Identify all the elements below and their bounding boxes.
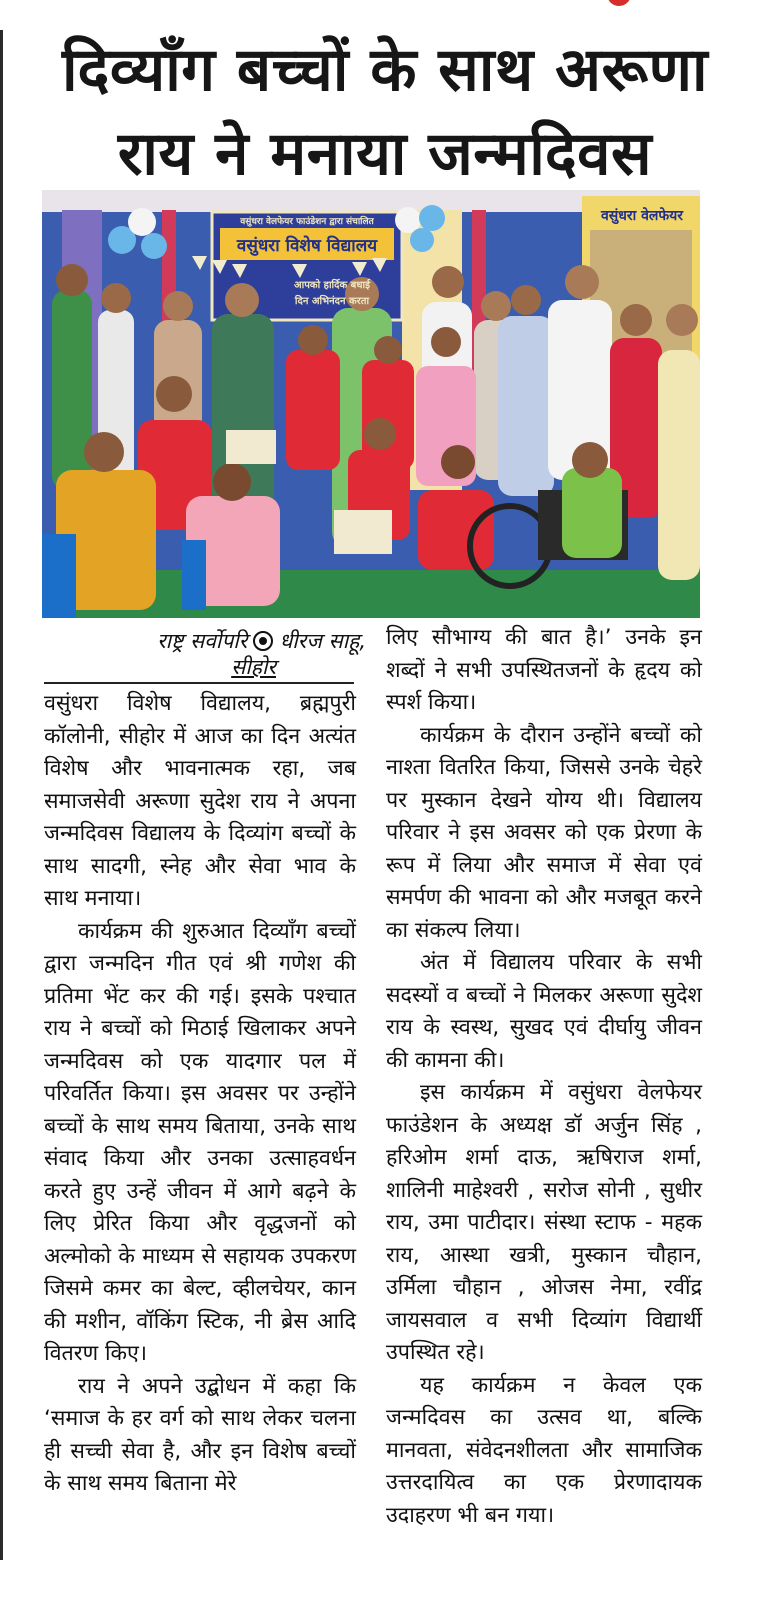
byline-location: सीहोर — [231, 655, 276, 679]
article-paragraph: अंत में विद्यालय परिवार के सभी सदस्यों व बच्चों ने मिलकर अरूणा सुदेश राय के स्वस्थ, सुखद एवं दीर्घायु जीवन की कामना की। — [386, 950, 702, 1073]
article-column-left — [44, 688, 356, 1501]
headline-line-2: राय ने मनाया जन्मदिवस — [117, 119, 653, 189]
event-photo — [42, 190, 700, 618]
article-paragraph: वसुंधरा विशेष विद्यालय, ब्रह्मपुरी कॉलोनी, सीहोर में आज का दिन अत्यंत विशेष और भावनात्मक रहा, जब समाजसेवी अरूणा सुदेश राय ने अपना जन्मदिवस विद्यालय के दिव्यांग बच्चों के साथ सादगी, स्नेह और सेवा भाव के साथ मनाया। — [44, 691, 356, 911]
banner-small-text: वसुंधरा वेलफेयर फाउंडेशन द्वारा संचालित — [240, 217, 374, 227]
banner-main-text: वसुंधरा विशेष विद्यालय — [236, 236, 378, 256]
article-paragraph: इस कार्यक्रम में वसुंधरा वेलफेयर फाउंडेशन के अध्यक्ष डॉ अर्जुन सिंह , हरिओम शर्मा दाऊ, ऋषिराज शर्मा, शालिनी माहेश्वरी , सरोज सोनी , सुधीर राय, उमा पाटीदार। संस्था स्टाफ - महक राय, आस्था खत्री, मुस्कान चौहान, उर्मिला चौहान , ओजस नेमा, रवींद्र जायसवाल व सभी दिव्यांग विद्यार्थी उपस्थित रहे। — [386, 1080, 702, 1365]
article-paragraph: कार्यक्रम के दौरान उन्होंने बच्चों को नाश्ता वितरित किया, जिससे उनके चेहरे पर मुस्कान देखने योग्य थी। विद्यालय परिवार ने इस अवसर को एक प्रेरणा के रूप में लिया और समाज में सेवा एवं समर्पण की भावना को और मजबूत करने का संकल्प लिया। — [386, 722, 702, 943]
article-paragraph: यह कार्यक्रम न केवल एक जन्मदिवस का उत्सव था, बल्कि मानवता, संवेदनशीलता और सामाजिक उत्तरदायित्व का एक प्रेरणादायक उदाहरण भी बन गया। — [386, 1372, 702, 1528]
article-paragraph: राय ने अपने उद्बोधन में कहा कि ‘समाज के हर वर्ग को साथ लेकर चलना ही सच्ची सेवा है, और इन विशेष बच्चों के साथ समय बिताना मेरे — [44, 1373, 356, 1496]
right-poster-text: वसुंधरा वेलफेयर — [601, 208, 683, 224]
byline-source: राष्ट्र सर्वोपरि — [157, 629, 248, 653]
byline-author: धीरज साहू, — [279, 629, 366, 653]
headline-line-1: दिव्याँग बच्चों के साथ अरूणा — [61, 35, 708, 105]
article-column-right — [386, 622, 702, 1532]
headline — [40, 28, 730, 196]
byline-divider — [44, 682, 354, 684]
banner-sub-text-1: आपको हार्दिक बधाई — [294, 280, 370, 291]
page-left-rule — [0, 30, 3, 1560]
article-paragraph: कार्यक्रम की शुरुआत दिव्याँग बच्चों द्वारा जन्मदिन गीत एवं श्री गणेश की प्रतिमा भेंट कर की गई। इसके पश्चात राय ने बच्चों को मिठाई खिलाकर अपने जन्मदिवस को एक यादगार पल में परिवर्तित किया। इस अवसर पर उन्होंने बच्चों के साथ समय बिताया, उनके साथ संवाद किया और उनका उत्साहवर्धन करते हुए उन्हें जीवन में आगे बढ़ने के लिए प्रेरित किया और वृद्धजनों को अल्मोको के माध्यम से सहायक उपकरण जिसमे कमर का बेल्ट, व्हीलचेयर, कान की मशीन, वॉकिंग स्टिक, नी ब्रेस आदि वितरण किए। — [44, 918, 356, 1366]
article-paragraph: लिए सौभाग्य की बात है।’ उनके इन शब्दों ने सभी उपस्थितजनों के हृदय को स्पर्श किया। — [386, 625, 702, 715]
banner-sub-text-2: दिन अभिनंदन करता — [294, 296, 370, 307]
byline — [46, 628, 366, 680]
red-corner-mark — [607, 0, 631, 6]
camera-icon — [253, 631, 273, 651]
